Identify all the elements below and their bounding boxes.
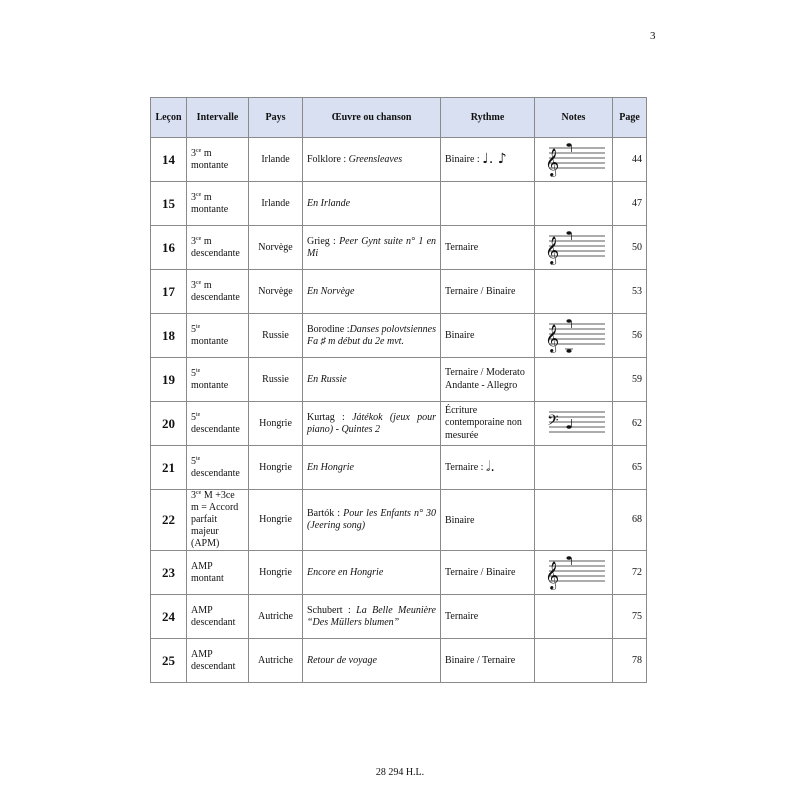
- rythme-text: Ternaire :: [445, 462, 484, 473]
- intervalle-cell: [187, 138, 249, 182]
- table-row: [151, 358, 647, 402]
- intervalle-number: 5: [191, 323, 196, 335]
- table-row: [151, 446, 647, 490]
- intervalle-number: 3: [191, 279, 196, 291]
- rythme-cell: [441, 270, 535, 314]
- pays-cell: Norvège: [249, 226, 303, 270]
- intervalle-superscript: ce: [196, 235, 202, 242]
- notes-cell: [535, 639, 613, 683]
- page-cell: 53: [613, 270, 647, 314]
- rythme-text: Binaire: [445, 514, 475, 526]
- oeuvre-composer: Bartók :: [307, 508, 344, 519]
- oeuvre-cell: [303, 639, 441, 683]
- rythme-cell: [441, 138, 535, 182]
- lecon-number: 24: [151, 595, 187, 639]
- lecon-number: 25: [151, 639, 187, 683]
- page-cell: 47: [613, 182, 647, 226]
- col-header-oeuvre: Œuvre ou chanson: [303, 98, 441, 138]
- notes-cell: [535, 182, 613, 226]
- music-staff: [539, 230, 609, 266]
- notes-cell: [535, 226, 613, 270]
- rythme-text: Binaire :: [445, 154, 480, 165]
- pays-cell: Hongrie: [249, 490, 303, 551]
- intervalle-direction: descendant: [191, 660, 236, 672]
- page-cell: 62: [613, 402, 647, 446]
- intervalle-cell: [187, 551, 249, 595]
- rythme-text: Écriture contemporaine non mesurée: [445, 405, 522, 441]
- oeuvre-cell: [303, 595, 441, 639]
- table-row: [151, 402, 647, 446]
- intervalle-superscript: te: [196, 455, 201, 462]
- rythme-cell: [441, 226, 535, 270]
- oeuvre-title: En Irlande: [307, 197, 351, 209]
- pays-cell: Norvège: [249, 270, 303, 314]
- treble-clef-icon: 𝄞: [545, 147, 560, 176]
- oeuvre-cell: [303, 314, 441, 358]
- table-row: [151, 270, 647, 314]
- oeuvre-composer: Folklore :: [307, 153, 349, 165]
- intervalle-text: m: [201, 191, 212, 203]
- pays-cell: Irlande: [249, 182, 303, 226]
- oeuvre-title: Játékok (jeux pour piano) - Quintes 2: [307, 411, 436, 435]
- pays-cell: Hongrie: [249, 446, 303, 490]
- treble-clef-icon: 𝄞: [545, 235, 560, 264]
- intervalle-cell: [187, 182, 249, 226]
- intervalle-direction: descendante: [191, 247, 240, 259]
- intervalle-superscript: ce: [196, 490, 202, 496]
- lessons-table: [150, 97, 647, 683]
- rythme-text: Ternaire / Binaire: [445, 286, 516, 297]
- oeuvre-title: En Hongrie: [307, 461, 354, 473]
- intervalle-direction: descendant: [191, 616, 236, 628]
- intervalle-number: 3: [191, 147, 196, 159]
- col-header-page: Page: [613, 98, 647, 138]
- notes-cell: [535, 138, 613, 182]
- treble-clef-icon: 𝄞: [545, 323, 560, 352]
- intervalle-number: 3: [191, 235, 196, 247]
- intervalle-cell: [187, 595, 249, 639]
- rythme-cell: [441, 358, 535, 402]
- lecon-number: 22: [151, 490, 187, 551]
- table-row: [151, 595, 647, 639]
- notes-cell: [535, 402, 613, 446]
- lecon-number: 18: [151, 314, 187, 358]
- intervalle-cell: [187, 358, 249, 402]
- rythme-cell: [441, 314, 535, 358]
- intervalle-direction: descendante: [191, 467, 240, 479]
- intervalle-superscript: ce: [196, 147, 202, 154]
- page-number: 3: [650, 30, 656, 42]
- rythme-text: Binaire / Ternaire: [445, 655, 516, 666]
- oeuvre-title: Danses polovtsiennes Fa ♯ m début du 2e mvt.: [307, 323, 436, 347]
- lecon-number: 17: [151, 270, 187, 314]
- rythme-text: Ternaire / Binaire: [445, 567, 516, 578]
- intervalle-superscript: te: [196, 367, 201, 374]
- music-staff: [539, 142, 609, 178]
- rythme-text: Ternaire: [445, 611, 479, 622]
- oeuvre-cell: [303, 182, 441, 226]
- notes-cell: [535, 270, 613, 314]
- pays-cell: Irlande: [249, 138, 303, 182]
- intervalle-text: AMP: [191, 648, 213, 660]
- oeuvre-composer: Schubert :: [307, 604, 357, 616]
- lecon-number: 23: [151, 551, 187, 595]
- table-row: [151, 138, 647, 182]
- col-header-notes: Notes: [535, 98, 613, 138]
- page-cell: 50: [613, 226, 647, 270]
- table-body: [151, 138, 647, 683]
- intervalle-direction: montante: [191, 379, 229, 391]
- intervalle-direction: montante: [191, 335, 229, 347]
- page-cell: 59: [613, 358, 647, 402]
- pays-cell: Hongrie: [249, 402, 303, 446]
- table-row: [151, 551, 647, 595]
- table-row: [151, 490, 647, 551]
- col-header-lecon: Leçon: [151, 98, 187, 138]
- pays-cell: Russie: [249, 358, 303, 402]
- lecon-number: 20: [151, 402, 187, 446]
- intervalle-text: m: [201, 147, 212, 159]
- oeuvre-title: En Russie: [307, 373, 347, 385]
- music-staff: [539, 555, 609, 591]
- intervalle-number: 5: [191, 455, 196, 467]
- table-row: [151, 639, 647, 683]
- rythme-text: Ternaire / Moderato Andante - Allegro: [445, 367, 525, 391]
- intervalle-direction: montante: [191, 203, 229, 215]
- oeuvre-composer: Borodine :: [307, 323, 350, 335]
- music-staff: [539, 406, 609, 442]
- intervalle-cell: [187, 490, 249, 551]
- page-cell: 78: [613, 639, 647, 683]
- page-cell: 68: [613, 490, 647, 551]
- rhythm-note-icon: 𝅗𝅥.: [485, 459, 495, 475]
- oeuvre-cell: [303, 490, 441, 551]
- intervalle-direction: descendante: [191, 423, 240, 435]
- lecon-number: 14: [151, 138, 187, 182]
- oeuvre-cell: [303, 446, 441, 490]
- oeuvre-title: Encore en Hongrie: [307, 566, 384, 578]
- notes-cell: [535, 490, 613, 551]
- intervalle-text: AMP: [191, 560, 213, 572]
- oeuvre-cell: [303, 551, 441, 595]
- treble-clef-icon: 𝄞: [545, 560, 560, 589]
- oeuvre-cell: [303, 270, 441, 314]
- intervalle-text: m: [201, 235, 212, 247]
- notes-cell: [535, 446, 613, 490]
- oeuvre-cell: [303, 138, 441, 182]
- col-header-rythme: Rythme: [441, 98, 535, 138]
- intervalle-cell: [187, 226, 249, 270]
- intervalle-number: 3: [191, 191, 196, 203]
- oeuvre-cell: [303, 402, 441, 446]
- rythme-text: Ternaire: [445, 242, 479, 253]
- bass-clef-icon: 𝄢: [547, 411, 559, 433]
- notes-cell: [535, 358, 613, 402]
- intervalle-cell: [187, 402, 249, 446]
- notes-cell: [535, 595, 613, 639]
- pays-cell: Russie: [249, 314, 303, 358]
- intervalle-superscript: ce: [196, 191, 202, 198]
- footer-reference: 28 294 H.L.: [375, 767, 425, 778]
- intervalle-direction: descendante: [191, 291, 240, 303]
- intervalle-number: 5: [191, 367, 196, 379]
- table-row: [151, 182, 647, 226]
- rythme-text: Binaire: [445, 330, 475, 341]
- music-staff: [539, 318, 609, 354]
- intervalle-superscript: ce: [196, 279, 202, 286]
- intervalle-cell: [187, 314, 249, 358]
- oeuvre-composer: Grieg :: [307, 235, 340, 247]
- col-header-intervalle: Intervalle: [187, 98, 249, 138]
- rythme-cell: [441, 595, 535, 639]
- rythme-cell: [441, 402, 535, 446]
- col-header-pays: Pays: [249, 98, 303, 138]
- oeuvre-title: Retour de voyage: [307, 654, 377, 666]
- intervalle-superscript: te: [196, 411, 201, 418]
- intervalle-cell: [187, 270, 249, 314]
- intervalle-number: 3: [191, 490, 196, 501]
- table-row: [151, 314, 647, 358]
- rythme-cell: [441, 639, 535, 683]
- lecon-number: 21: [151, 446, 187, 490]
- intervalle-superscript: te: [196, 323, 201, 330]
- oeuvre-title: Pour les Enfants n° 30 (Jeering song): [307, 508, 436, 531]
- notes-cell: [535, 314, 613, 358]
- oeuvre-cell: [303, 358, 441, 402]
- table-row: [151, 226, 647, 270]
- lecon-number: 19: [151, 358, 187, 402]
- intervalle-text: M +3ce m = Accord parfait majeur (APM): [191, 490, 239, 549]
- rythme-cell: [441, 551, 535, 595]
- page-cell: 75: [613, 595, 647, 639]
- oeuvre-title: Peer Gynt suite n° 1 en Mi: [307, 235, 437, 259]
- rythme-cell: [441, 446, 535, 490]
- intervalle-direction: montante: [191, 159, 229, 171]
- intervalle-text: m: [201, 279, 212, 291]
- pays-cell: Autriche: [249, 639, 303, 683]
- oeuvre-title: En Norvège: [307, 285, 355, 297]
- rythme-cell: [441, 490, 535, 551]
- page-cell: 72: [613, 551, 647, 595]
- page-cell: 44: [613, 138, 647, 182]
- pays-cell: Hongrie: [249, 551, 303, 595]
- lecon-number: 15: [151, 182, 187, 226]
- intervalle-cell: [187, 639, 249, 683]
- page-cell: 65: [613, 446, 647, 490]
- page-cell: 56: [613, 314, 647, 358]
- oeuvre-title: La Belle Meunière “Des Müllers blumen”: [307, 604, 436, 628]
- table-header-row: [151, 98, 647, 138]
- oeuvre-title: Greensleaves: [348, 153, 403, 165]
- oeuvre-composer: Kurtag :: [307, 411, 353, 423]
- oeuvre-cell: [303, 226, 441, 270]
- intervalle-number: 5: [191, 411, 196, 423]
- rythme-cell: [441, 182, 535, 226]
- intervalle-text: AMP: [191, 604, 213, 616]
- rhythm-note-icon: ♩. ♪: [482, 151, 507, 167]
- intervalle-direction: montant: [191, 572, 224, 584]
- lecon-number: 16: [151, 226, 187, 270]
- notes-cell: [535, 551, 613, 595]
- pays-cell: Autriche: [249, 595, 303, 639]
- intervalle-cell: [187, 446, 249, 490]
